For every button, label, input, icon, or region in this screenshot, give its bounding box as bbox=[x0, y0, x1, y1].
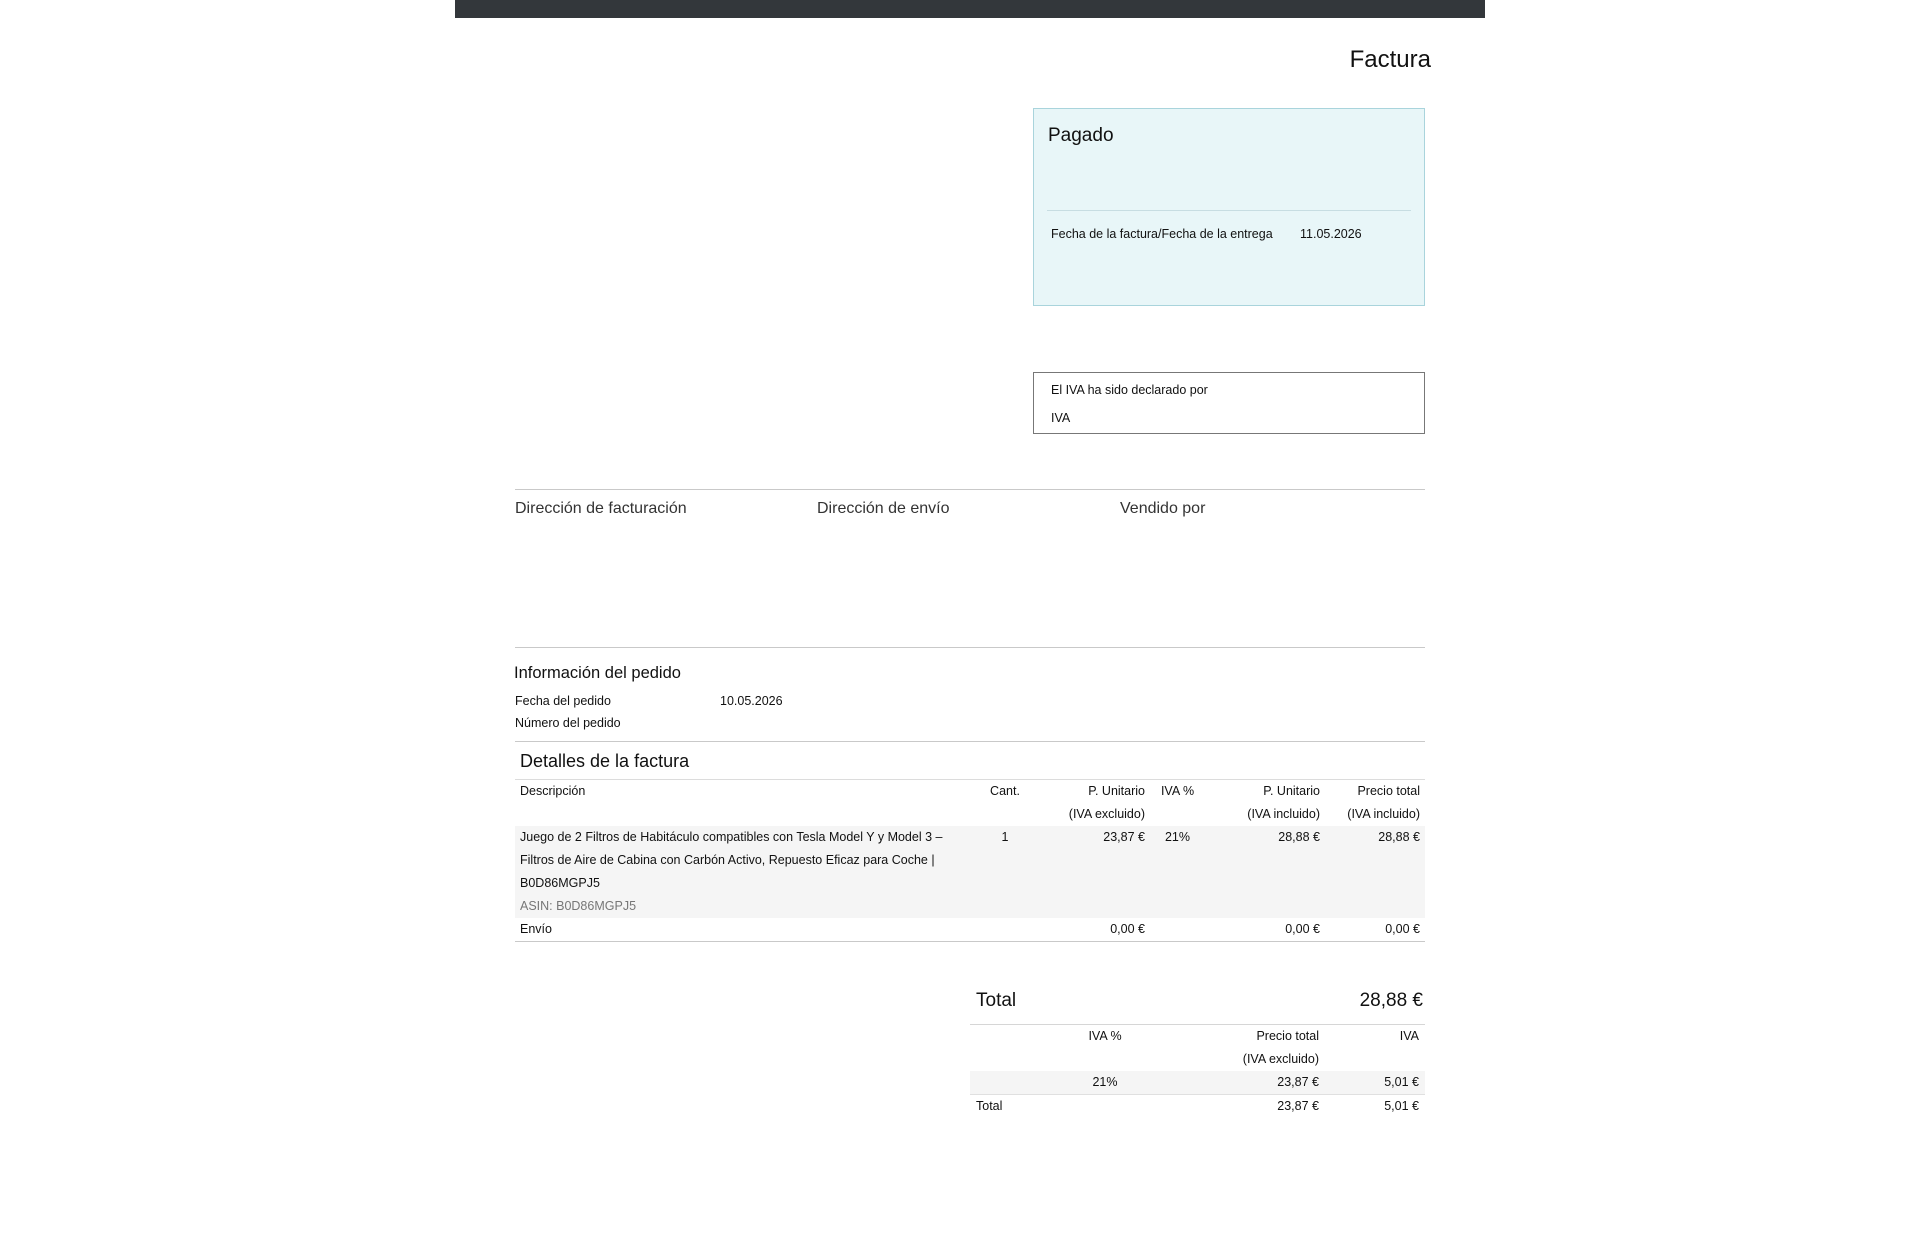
order-date-value: 10.05.2026 bbox=[720, 694, 783, 708]
vat-total-label: Total bbox=[976, 1099, 1003, 1113]
vat-col-total bbox=[1205, 1025, 1325, 1071]
billing-address-heading: Dirección de facturación bbox=[515, 500, 687, 517]
col-qty: Cant. bbox=[990, 784, 1020, 798]
seller-heading: Vendido por bbox=[1120, 500, 1206, 517]
vat-declared-label: El IVA ha sido declarado por bbox=[1051, 383, 1208, 397]
vat-label: IVA bbox=[1051, 411, 1071, 425]
grand-total-label: Total bbox=[976, 990, 1017, 1011]
order-date-label: Fecha del pedido bbox=[515, 694, 611, 708]
col-description: Descripción bbox=[520, 784, 586, 798]
shipping-unit-incl: 0,00 € bbox=[1205, 918, 1325, 942]
table-row bbox=[515, 826, 1425, 918]
item-desc-line: Juego de 2 Filtros de Habitáculo compatibles con Tesla Model Y y Model 3 – bbox=[520, 830, 943, 844]
item-qty: 1 bbox=[980, 826, 1030, 918]
vat-total-total: 23,87 € bbox=[1277, 1099, 1319, 1113]
vat-row-iva: 5,01 € bbox=[1325, 1071, 1425, 1095]
item-desc-line: B0D86MGPJ5 bbox=[520, 876, 600, 890]
payment-status: Pagado bbox=[1048, 125, 1114, 146]
vat-total-iva: 5,01 € bbox=[1384, 1099, 1419, 1113]
col-unit-excl-line2: (IVA excluido) bbox=[1068, 807, 1145, 821]
vat-total-row bbox=[970, 1095, 1425, 1119]
vat-row-pct: 21% bbox=[1065, 1071, 1145, 1095]
col-unit-excl bbox=[1030, 780, 1150, 826]
col-total-incl-line2: (IVA incluido) bbox=[1347, 807, 1420, 821]
vat-col-total-line1: Precio total bbox=[1256, 1029, 1319, 1043]
table-row bbox=[970, 1071, 1425, 1095]
vat-summary-table bbox=[970, 1025, 1425, 1118]
item-unit-incl: 28,88 € bbox=[1205, 826, 1325, 918]
vat-col-pct: IVA % bbox=[1088, 1029, 1122, 1043]
col-unit-incl bbox=[1205, 780, 1325, 826]
vat-header-row bbox=[970, 1025, 1425, 1071]
vat-row-total: 23,87 € bbox=[1205, 1071, 1325, 1095]
invoice-date-value: 11.05.2026 bbox=[1300, 227, 1362, 241]
grand-total-value: 28,88 € bbox=[1359, 990, 1423, 1011]
vat-col-iva: IVA bbox=[1399, 1029, 1419, 1043]
item-total-incl: 28,88 € bbox=[1325, 826, 1425, 918]
order-info-heading: Información del pedido bbox=[514, 664, 681, 682]
shipping-row bbox=[515, 918, 1425, 942]
col-unit-incl-line2: (IVA incluido) bbox=[1247, 807, 1320, 821]
vat-col-total-line2: (IVA excluido) bbox=[1242, 1052, 1319, 1066]
col-total-incl bbox=[1325, 780, 1425, 826]
col-vat-pct: IVA % bbox=[1160, 784, 1195, 798]
divider bbox=[515, 741, 1425, 742]
divider bbox=[515, 647, 1425, 648]
table-header-row bbox=[515, 780, 1425, 826]
col-unit-excl-line1: P. Unitario bbox=[1088, 784, 1145, 798]
shipping-address-heading: Dirección de envío bbox=[817, 500, 950, 517]
col-total-incl-line1: Precio total bbox=[1357, 784, 1420, 798]
vat-declared-box bbox=[1033, 372, 1425, 434]
shipping-total-incl: 0,00 € bbox=[1325, 918, 1425, 942]
item-vat-pct: 21% bbox=[1150, 826, 1205, 918]
item-description bbox=[515, 826, 980, 918]
divider bbox=[1047, 210, 1411, 211]
item-desc-line: Filtros de Aire de Cabina con Carbón Activo, Repuesto Eficaz para Coche | bbox=[520, 853, 935, 867]
col-unit-incl-line1: P. Unitario bbox=[1263, 784, 1320, 798]
item-unit-excl: 23,87 € bbox=[1030, 826, 1150, 918]
item-asin: ASIN: B0D86MGPJ5 bbox=[520, 899, 637, 913]
shipping-unit-excl: 0,00 € bbox=[1030, 918, 1150, 942]
invoice-page bbox=[455, 0, 1485, 1260]
order-number-label: Número del pedido bbox=[515, 716, 621, 730]
invoice-date-label: Fecha de la factura/Fecha de la entrega bbox=[1051, 227, 1273, 241]
invoice-items-table bbox=[515, 780, 1425, 942]
totals-section bbox=[970, 980, 1425, 1118]
invoice-details-heading: Detalles de la factura bbox=[520, 751, 690, 771]
invoice-title: Factura bbox=[1349, 46, 1431, 73]
divider bbox=[515, 489, 1425, 490]
top-bar bbox=[455, 0, 1485, 18]
shipping-label: Envío bbox=[515, 918, 980, 942]
grand-total-row bbox=[970, 980, 1425, 1025]
payment-status-box bbox=[1033, 108, 1425, 306]
